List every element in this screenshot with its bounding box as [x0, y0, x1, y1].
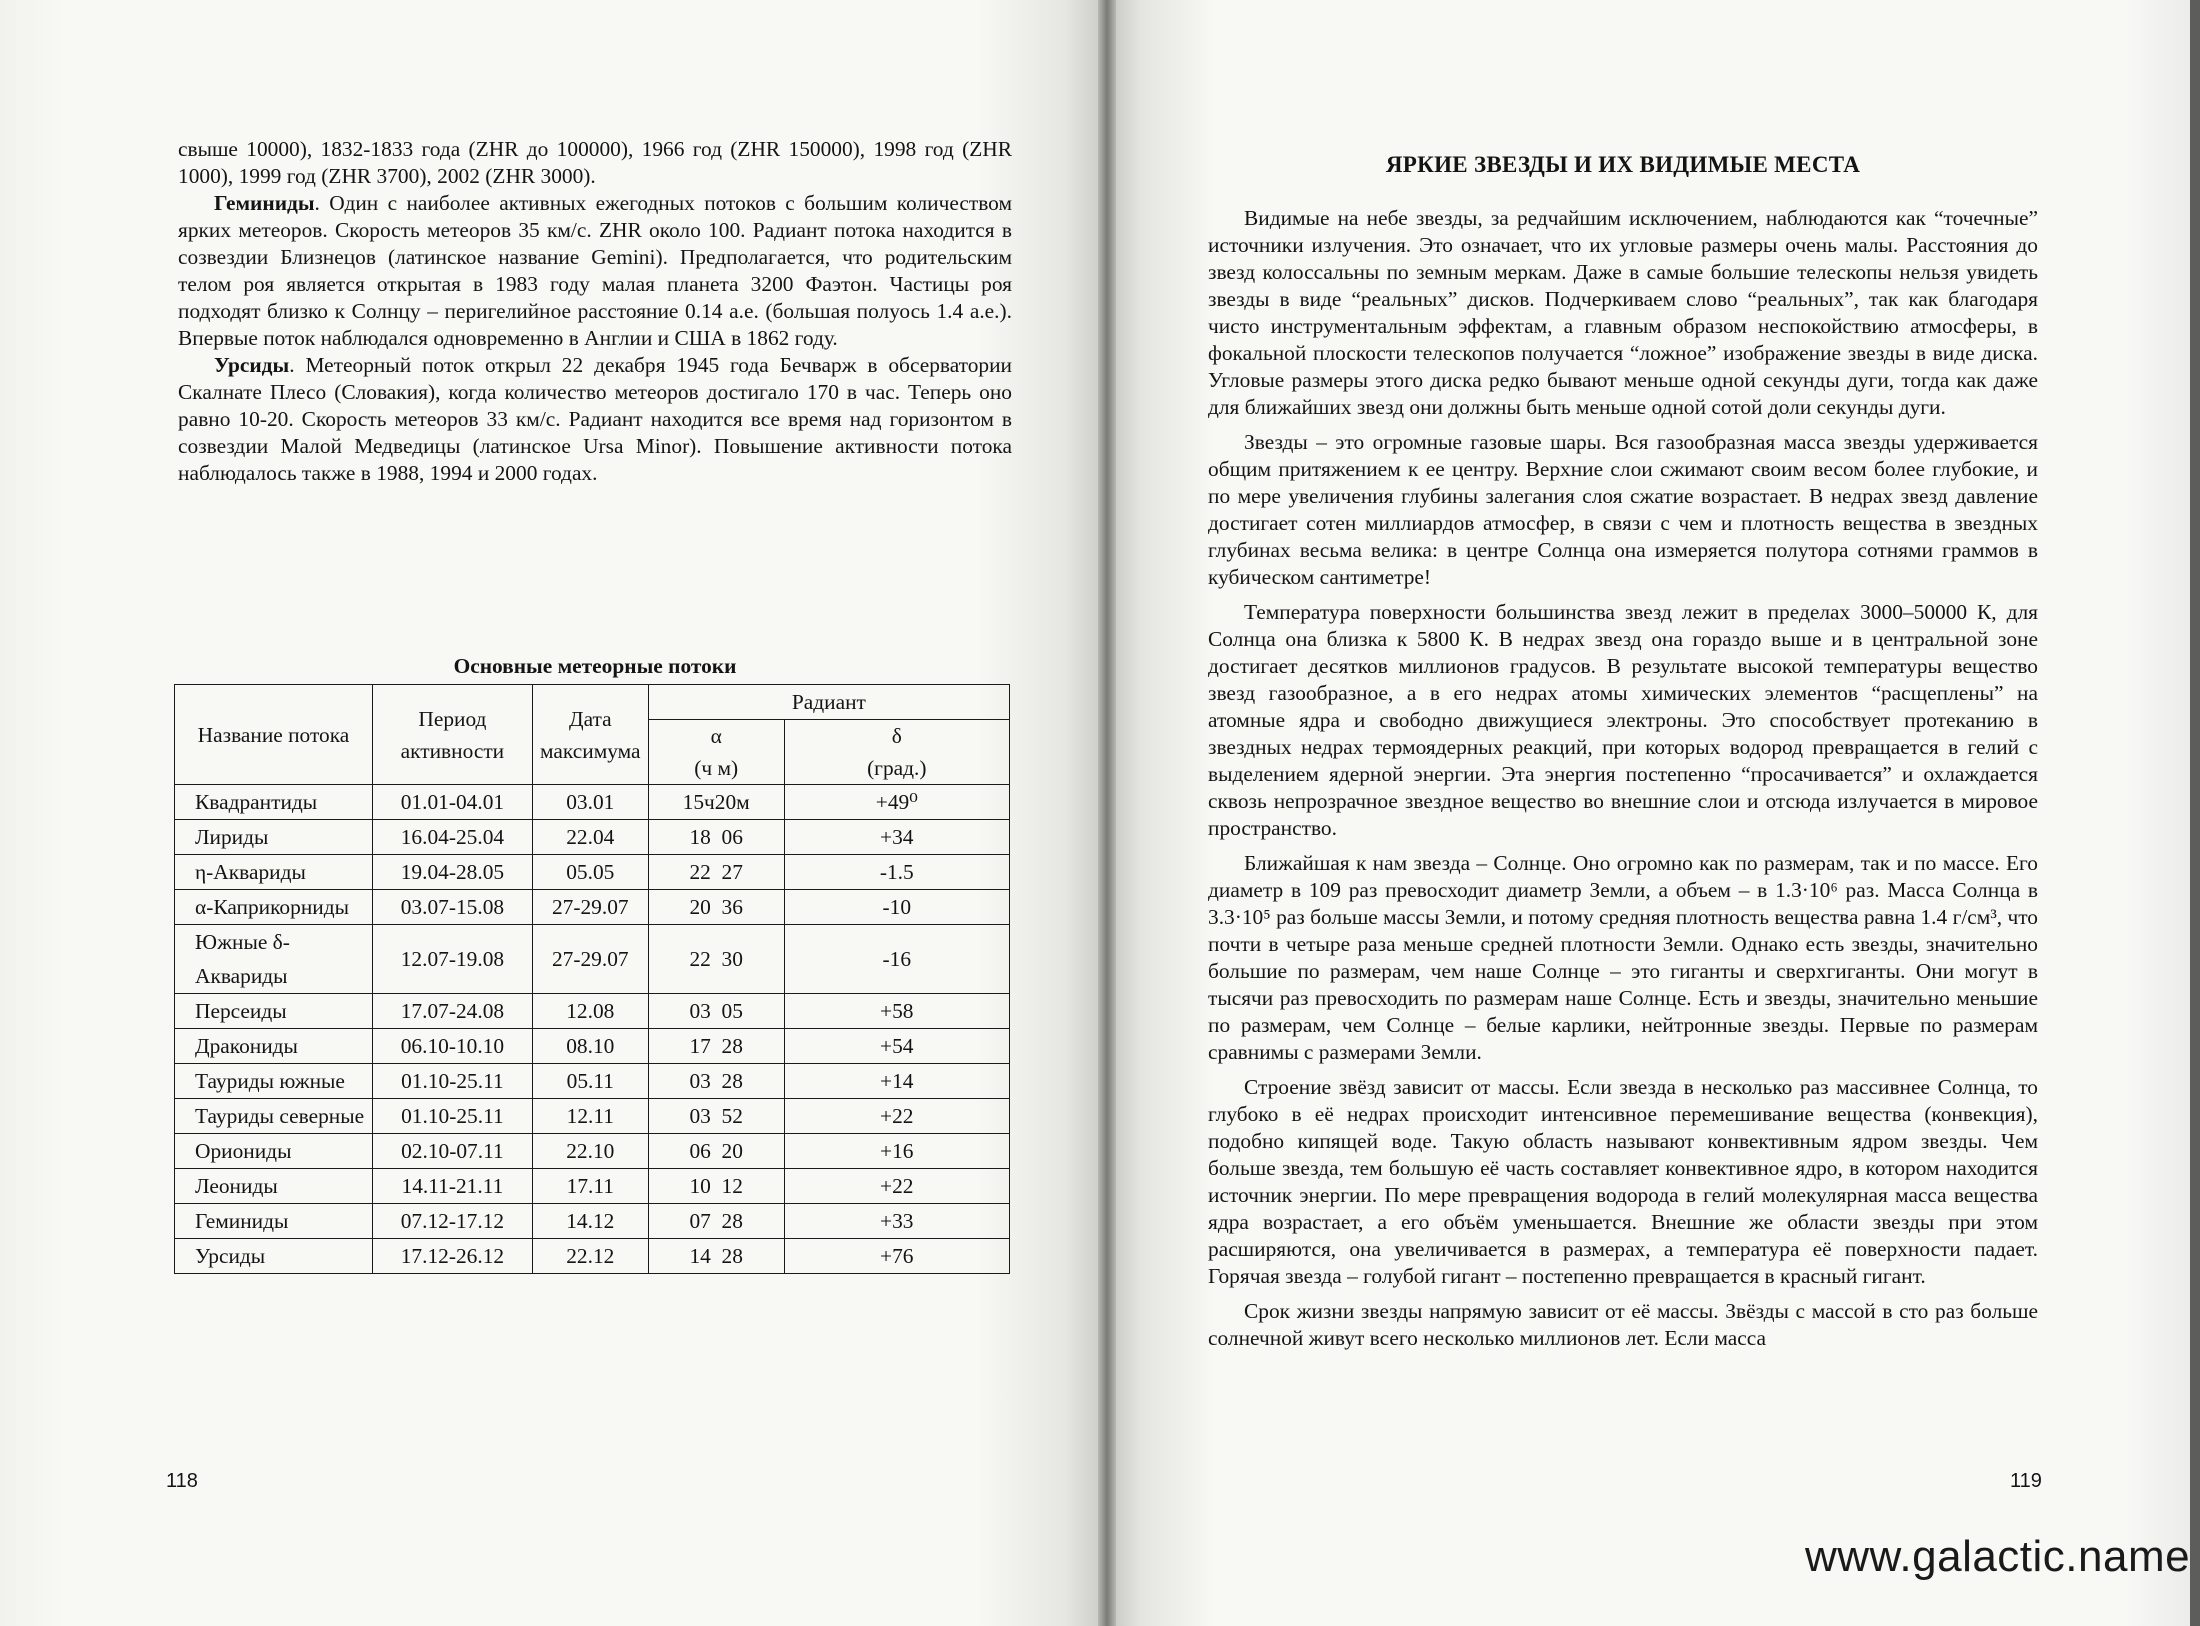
cell-name: Ориониды: [175, 1134, 373, 1169]
cell-period: 01.01-04.01: [372, 785, 532, 820]
cell-alpha: 14 28: [648, 1239, 784, 1274]
cell-alpha: 20 36: [648, 890, 784, 925]
meteor-table-body: [175, 785, 1010, 1274]
cell-period: 03.07-15.08: [372, 890, 532, 925]
table-row: [175, 1064, 1010, 1099]
table-row: [175, 1169, 1010, 1204]
paragraph-geminids: Геминиды. Один с наиболее активных ежегодных потоков с большим количеством ярких метеоров. Скорость метеоров 35 км/с. ZHR около 100. Радиант потока находится в созвездии Близнецов (латинское название Gemini). Предполагается, что родительским телом роя является открытая в 1983 году малая планета 3200 Фаэтон. Частицы роя подходят близко к Солнцу – перигелийное расстояние 0.14 а.е. (большая полуось 1.4 а.е.). Впервые поток наблюдался одновременно в Англии и США в 1862 году.: [178, 191, 1012, 350]
cell-delta: +14: [784, 1064, 1009, 1099]
cell-period: 06.10-10.10: [372, 1029, 532, 1064]
cell-delta: +34: [784, 820, 1009, 855]
cell-delta: -1.5: [784, 855, 1009, 890]
table-row: [175, 785, 1010, 820]
cell-alpha: 22 27: [648, 855, 784, 890]
table-row: [175, 820, 1010, 855]
table-row: [175, 925, 1010, 994]
table-row: [175, 1204, 1010, 1239]
cell-name: α-Каприкорниды: [175, 890, 373, 925]
table-row: [175, 1029, 1010, 1064]
cell-name: η-Аквариды: [175, 855, 373, 890]
paragraph-4: Ближайшая к нам звезда – Солнце. Оно огромно как по размерам, так и по массе. Его диаметр в 109 раз превосходит диаметр Земли, а объем – в 1.3·10⁶ раз. Масса Солнца в 3.3·10⁵ раз больше массы Земли, и потому средняя плотность вещества равна 1.4 г/см³, что почти в четыре раза меньше средней плотности Земли. Однако есть звезды, значительно большие по размерам, чем наше Солнце – это гиганты и сверхгиганты. Они могут в тысячи раз превосходить по размерам наше Солнце. Есть и звезды, значительно меньшие по размерам, чем Солнце – белые карлики, нейтронные звезды. Первые по размерам сравнимы с размерами Земли.: [1208, 851, 2038, 1064]
cell-delta: -16: [784, 925, 1009, 994]
page-number-right: 119: [2010, 1470, 2042, 1492]
cell-alpha: 15ч20м: [648, 785, 784, 820]
cell-alpha: 03 28: [648, 1064, 784, 1099]
cell-period: 14.11-21.11: [372, 1169, 532, 1204]
cell-period: 02.10-07.11: [372, 1134, 532, 1169]
cell-name: Урсиды: [175, 1239, 373, 1274]
cell-date: 05.05: [532, 855, 648, 890]
header-date: Дата максимума: [532, 685, 648, 785]
cell-alpha: 18 06: [648, 820, 784, 855]
cell-delta: +22: [784, 1169, 1009, 1204]
cell-name: Лириды: [175, 820, 373, 855]
cell-delta: +58: [784, 994, 1009, 1029]
header-delta: δ (град.): [784, 720, 1009, 785]
cell-date: 27-29.07: [532, 890, 648, 925]
cell-date: 22.10: [532, 1134, 648, 1169]
cell-period: 17.07-24.08: [372, 994, 532, 1029]
header-name: Название потока: [175, 685, 373, 785]
cell-alpha: 17 28: [648, 1029, 784, 1064]
header-alpha: α (ч м): [648, 720, 784, 785]
cell-date: 22.12: [532, 1239, 648, 1274]
cell-date: 12.11: [532, 1099, 648, 1134]
meteor-showers-table: [174, 684, 1010, 1274]
cell-date: 08.10: [532, 1029, 648, 1064]
cell-date: 03.01: [532, 785, 648, 820]
header-radiant: Радиант: [648, 685, 1009, 720]
paragraph-1: Видимые на небе звезды, за редчайшим исключением, наблюдаются как “точечные” источники излучения. Это означает, что их угловые размеры очень малы. Расстояния до звезд колоссальны по земным меркам. Даже в самые большие телескопы нельзя увидеть звезды в виде “реальных” дисков. Подчеркиваем слово “реальных”, так как благодаря чисто инструментальным эффектам, а главным образом неспокойствию атмосферы, в фокальной плоскости телескопов получается “ложное” изображение звезды в виде диска. Угловые размеры этого диска редко бывают меньше одной секунды дуги, тогда как даже для ближайших звезд они должны быть меньше одной сотой доли секунды дуги.: [1208, 206, 2038, 419]
right-page-text: [1208, 205, 2038, 1360]
table-row: [175, 855, 1010, 890]
paragraph-6: Срок жизни звезды напрямую зависит от её массы. Звёзды с массой в сто раз больше солнечной живут всего несколько миллионов лет. Если масса: [1208, 1299, 2038, 1350]
cell-date: 14.12: [532, 1204, 648, 1239]
cell-delta: +76: [784, 1239, 1009, 1274]
cell-period: 01.10-25.11: [372, 1099, 532, 1134]
scan-edge: [2190, 0, 2200, 1626]
cell-period: 12.07-19.08: [372, 925, 532, 994]
page-number-left: 118: [166, 1470, 198, 1492]
cell-name: Дракониды: [175, 1029, 373, 1064]
cell-name: Тауриды северные: [175, 1099, 373, 1134]
cell-delta: +49⁰: [784, 785, 1009, 820]
table-row: [175, 1134, 1010, 1169]
cell-delta: +16: [784, 1134, 1009, 1169]
cell-delta: +33: [784, 1204, 1009, 1239]
cell-alpha: 07 28: [648, 1204, 784, 1239]
book-gutter: [1098, 0, 1116, 1626]
cell-name: Леониды: [175, 1169, 373, 1204]
cell-period: 17.12-26.12: [372, 1239, 532, 1274]
cell-name: Тауриды южные: [175, 1064, 373, 1099]
cell-period: 19.04-28.05: [372, 855, 532, 890]
cell-date: 17.11: [532, 1169, 648, 1204]
paragraph-2: Звезды – это огромные газовые шары. Вся газообразная масса звезды удерживается общим притяжением к ее центру. Верхние слои сжимают своим весом более глубокие, и по мере увеличения глубины залегания слоя сжатие возрастает. В недрах звезд давление достигает сотен миллиардов атмосфер, в связи с чем и плотность вещества в звездных глубинах весьма велика: в центре Солнца она измеряется полутора сотнями граммов в кубическом сантиметре!: [1208, 430, 2038, 589]
paragraph-5: Строение звёзд зависит от массы. Если звезда в несколько раз массивнее Солнца, то глубоко в её недрах происходит интенсивное перемешивание вещества (конвекция), подобно кипящей воде. Такую область называют конвективным ядром звезды. Чем больше звезда, тем большую её часть составляет конвективное ядро, в котором находится источник энергии. По мере превращения водорода в гелий молекулярная масса вещества ядра возрастает, а его объём уменьшается. Внешние же области звезды при этом расширяются, она увеличивается в размерах, а температура её поверхности падает. Горячая звезда – голубой гигант – постепенно превращается в красный гигант.: [1208, 1075, 2038, 1288]
table-caption: Основные метеорные потоки: [453, 654, 737, 678]
cell-delta: +22: [784, 1099, 1009, 1134]
cell-name: Южные δ-Аквариды: [175, 925, 373, 994]
cell-date: 12.08: [532, 994, 648, 1029]
cell-alpha: 03 52: [648, 1099, 784, 1134]
cell-alpha: 03 05: [648, 994, 784, 1029]
cell-delta: +54: [784, 1029, 1009, 1064]
cell-period: 01.10-25.11: [372, 1064, 532, 1099]
table-row: [175, 994, 1010, 1029]
paragraph-intro: свыше 10000), 1832-1833 года (ZHR до 100000), 1966 год (ZHR 150000), 1998 год (ZHR 1000), 1999 год (ZHR 3700), 2002 (ZHR 3000).: [178, 137, 1012, 188]
cell-alpha: 06 20: [648, 1134, 784, 1169]
cell-alpha: 10 12: [648, 1169, 784, 1204]
cell-name: Персеиды: [175, 994, 373, 1029]
watermark: www.galactic.name: [1805, 1532, 2191, 1581]
cell-period: 07.12-17.12: [372, 1204, 532, 1239]
cell-date: 22.04: [532, 820, 648, 855]
term-geminids: Геминиды: [214, 191, 315, 215]
chapter-title: ЯРКИЕ ЗВЕЗДЫ И ИХ ВИДИМЫЕ МЕСТА: [1385, 152, 1861, 177]
table-row: [175, 890, 1010, 925]
table-row: [175, 1099, 1010, 1134]
cell-date: 05.11: [532, 1064, 648, 1099]
cell-alpha: 22 30: [648, 925, 784, 994]
header-period: Период активности: [372, 685, 532, 785]
term-ursids: Урсиды: [214, 353, 290, 377]
table-row: [175, 1239, 1010, 1274]
left-page-text: [178, 136, 1012, 487]
cell-name: Квадрантиды: [175, 785, 373, 820]
cell-period: 16.04-25.04: [372, 820, 532, 855]
paragraph-3: Температура поверхности большинства звезд лежит в пределах 3000–50000 К, для Солнца она близка к 5800 К. В недрах звезд она гораздо выше и в центральной зоне достигает десятков миллионов градусов. В результате высокой температуры вещество звезд газообразное, а в его недрах атомы химических элементов “расщеплены” на атомные ядра и свободно движущиеся электроны. Это способствует протеканию в звездных недрах термоядерных реакций, при которых водород превращается в гелий с выделением ядерной энергии. Эта энергия постепенно “просачивается” и охлаждается сквозь непрозрачное звездное вещество во внешние слои и отсюда излучается в мировое пространство.: [1208, 600, 2038, 840]
cell-name: Геминиды: [175, 1204, 373, 1239]
cell-delta: -10: [784, 890, 1009, 925]
paragraph-ursids: Урсиды. Метеорный поток открыл 22 декабря 1945 года Бечварж в обсерватории Скалнате Плесо (Словакия), когда количество метеоров достигало 170 в час. Теперь оно равно 10-20. Скорость метеоров 33 км/с. Радиант находится все время над горизонтом в созвездии Малой Медведицы (латинское Ursa Minor). Повышение активности потока наблюдалось также в 1988, 1994 и 2000 годах.: [178, 353, 1012, 485]
cell-date: 27-29.07: [532, 925, 648, 994]
